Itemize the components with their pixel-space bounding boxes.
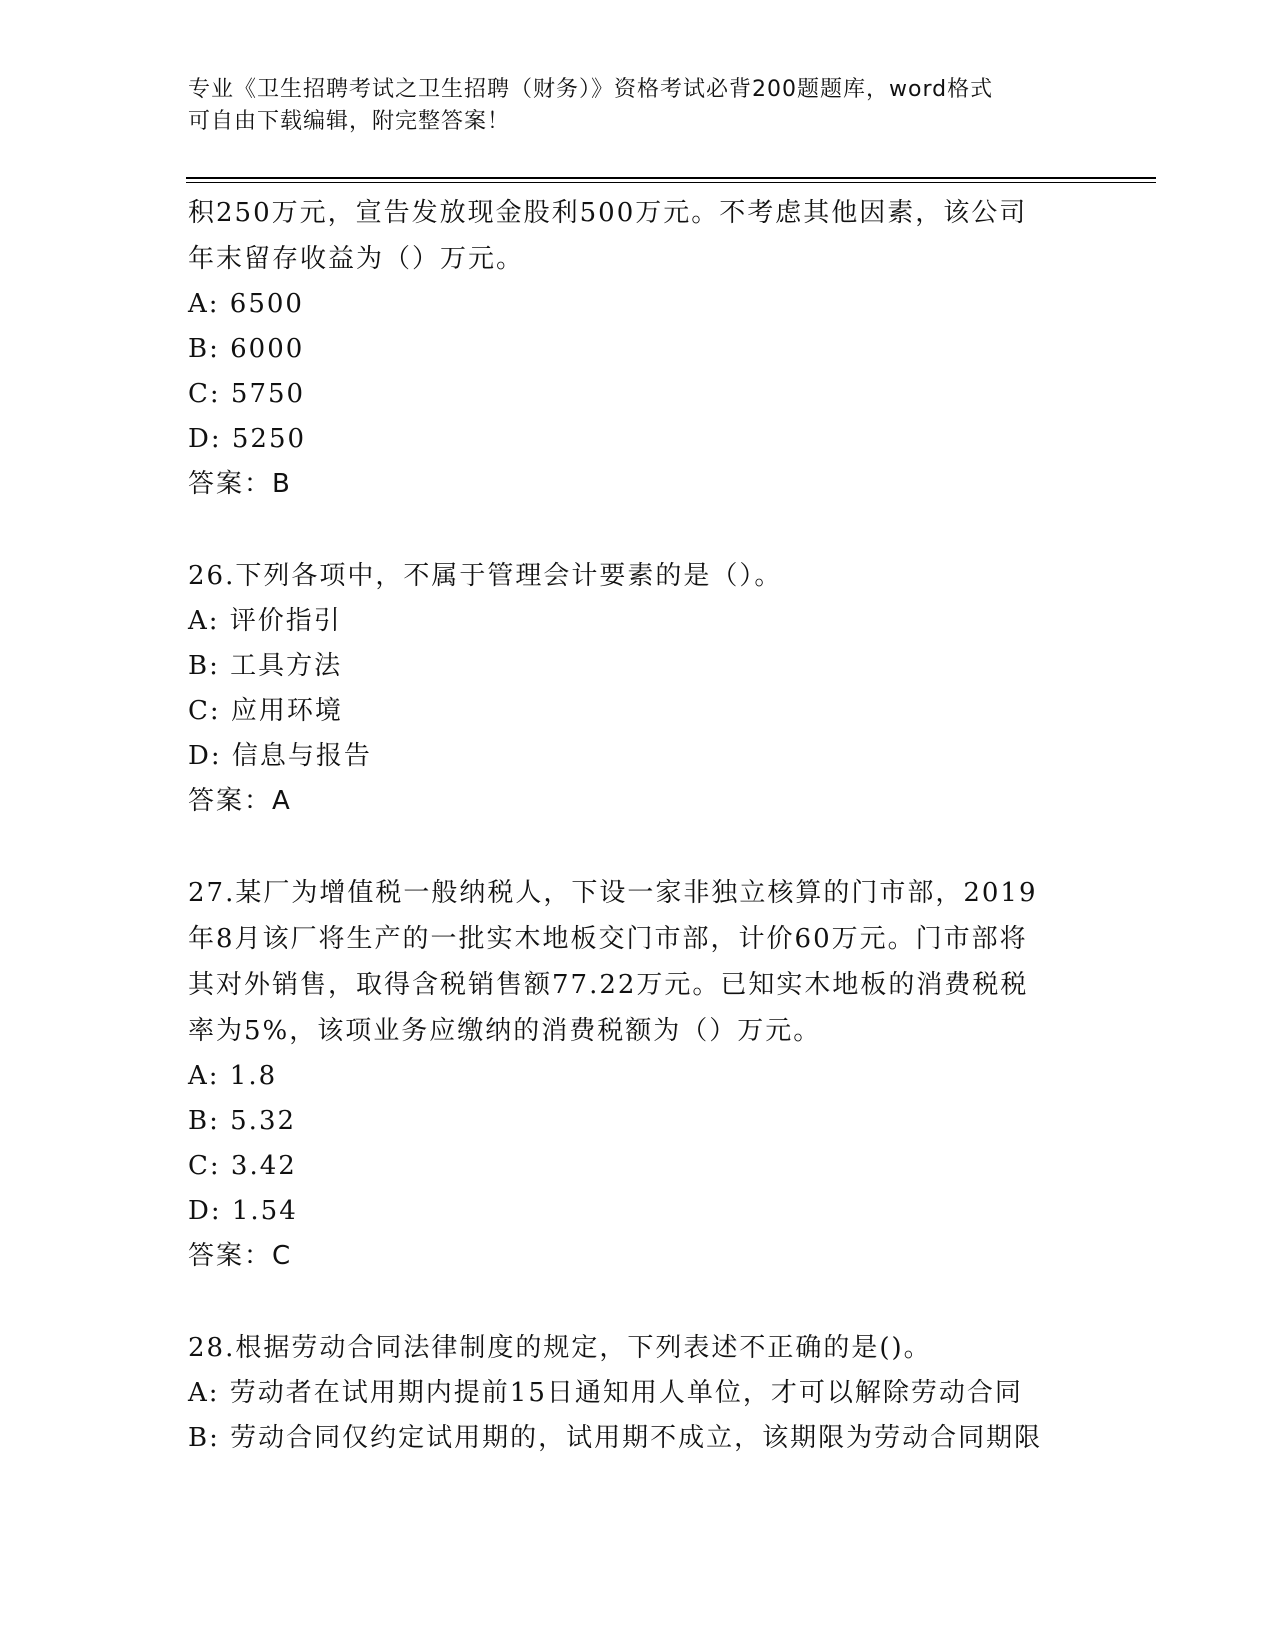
document-header — [188, 74, 1088, 138]
question-list — [188, 190, 1088, 1461]
answer-label: 答案：B — [188, 469, 292, 499]
answer-label: 答案：A — [188, 786, 292, 816]
question-text-line: 26.下列各项中，不属于管理会计要素的是（）。 — [188, 561, 783, 591]
question-25 — [188, 190, 1088, 507]
option-d: D: 信息与报告 — [188, 741, 372, 771]
option-d: D: 1.54 — [188, 1196, 298, 1226]
question-28 — [188, 1325, 1088, 1461]
question-text-line: 27.某厂为增值税一般纳税人，下设一家非独立核算的门市部，2019 — [188, 878, 1038, 908]
question-text-line: 其对外销售，取得含税销售额77.22万元。已知实木地板的消费税税 — [188, 970, 1029, 1000]
option-a: A: 评价指引 — [188, 606, 342, 636]
question-text-line: 年8月该厂将生产的一批实木地板交门市部，计价60万元。门市部将 — [188, 924, 1028, 954]
question-spacer — [188, 507, 1088, 553]
answer-label: 答案：C — [188, 1241, 293, 1271]
header-divider-thin — [186, 182, 1156, 183]
question-text-line: 年末留存收益为（）万元。 — [188, 244, 525, 274]
option-a: A: 6500 — [188, 289, 304, 319]
option-c: C: 5750 — [188, 379, 306, 409]
option-c: C: 3.42 — [188, 1151, 297, 1181]
option-c: C: 应用环境 — [188, 696, 343, 726]
option-d: D: 5250 — [188, 424, 307, 454]
question-27 — [188, 870, 1088, 1279]
option-a: A: 1.8 — [188, 1061, 278, 1091]
question-text-line: 率为5%，该项业务应缴纳的消费税额为（）万元。 — [188, 1016, 822, 1046]
question-text-line: 28.根据劳动合同法律制度的规定，下列表述不正确的是()。 — [188, 1333, 932, 1363]
question-spacer — [188, 824, 1088, 870]
option-a: A: 劳动者在试用期内提前15日通知用人单位，才可以解除劳动合同 — [188, 1378, 1023, 1408]
question-26 — [188, 553, 1088, 824]
header-title-line-1: 专业《卫生招聘考试之卫生招聘（财务）》资格考试必背200题题库，word格式 — [188, 77, 994, 102]
option-b: B: 工具方法 — [188, 651, 343, 681]
question-spacer — [188, 1279, 1088, 1325]
option-b: B: 6000 — [188, 334, 305, 364]
option-b: B: 劳动合同仅约定试用期的，试用期不成立，该期限为劳动合同期限 — [188, 1423, 1043, 1453]
header-title-line-2: 可自由下载编辑，附完整答案！ — [188, 109, 511, 134]
question-text-line: 积250万元，宣告发放现金股利500万元。不考虑其他因素，该公司 — [188, 198, 1028, 228]
header-divider-thick — [186, 177, 1156, 179]
option-b: B: 5.32 — [188, 1106, 297, 1136]
